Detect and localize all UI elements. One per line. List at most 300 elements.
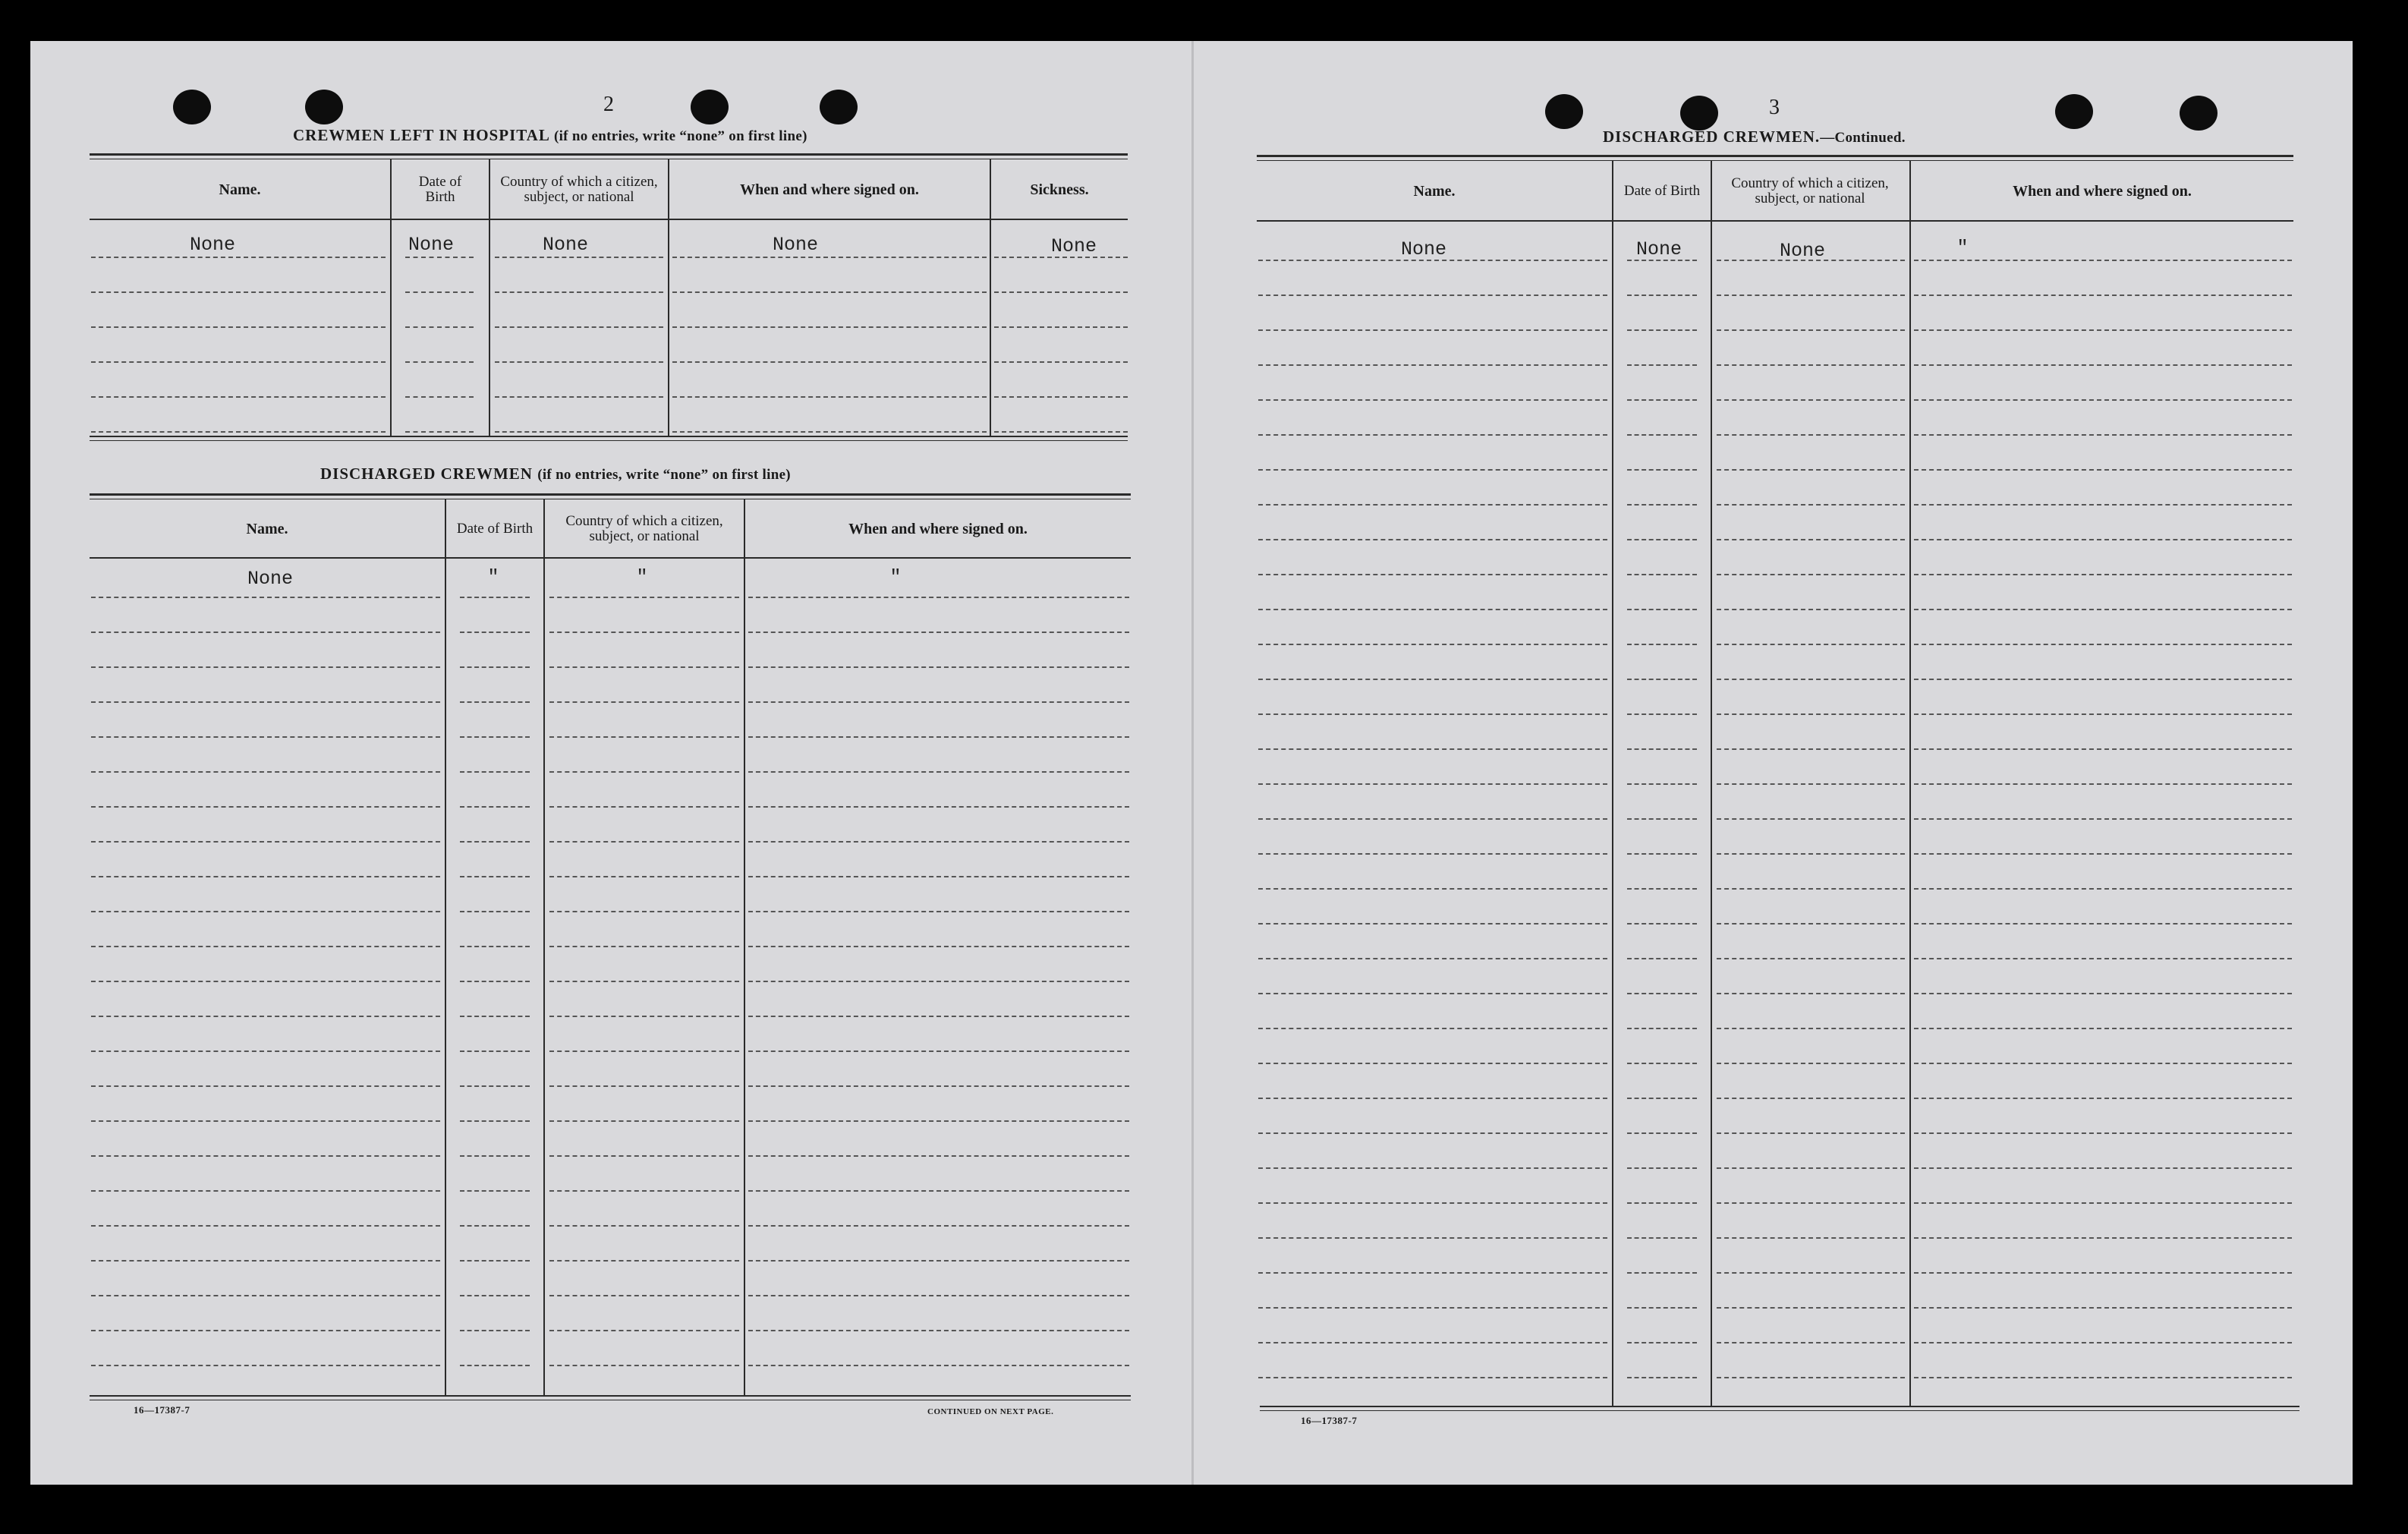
hospital-entry-line xyxy=(495,396,663,398)
hospital-title-main: CREWMEN LEFT IN HOSPITAL xyxy=(293,126,549,144)
discharged-entry-line xyxy=(91,701,440,703)
continued-entry-line xyxy=(1258,1167,1607,1169)
continued-entry-line xyxy=(1914,609,2292,610)
discharged-entry-line xyxy=(91,1016,440,1017)
continued-entry-line xyxy=(1914,1098,2292,1099)
continued-entry-line xyxy=(1914,888,2292,890)
continued-row1-signed-on: " xyxy=(1956,237,1969,259)
continued-entry-line xyxy=(1717,958,1905,959)
discharged-entry-line xyxy=(549,1085,739,1087)
hospital-section-title xyxy=(293,126,807,145)
continued-entry-line xyxy=(1258,539,1607,540)
hospital-col-signed-on: When and where signed on. xyxy=(740,181,919,198)
continued-entry-line xyxy=(1717,1342,1905,1343)
continued-entry-line xyxy=(1258,713,1607,715)
continued-entry-line xyxy=(1717,853,1905,855)
discharged-entry-line xyxy=(91,946,440,947)
continued-entry-line xyxy=(1627,958,1697,959)
page-number-right: 3 xyxy=(1769,96,1780,119)
continued-entry-line xyxy=(1627,888,1697,890)
hospital-entry-line xyxy=(495,361,663,363)
discharged-top-rule xyxy=(90,493,1131,496)
continued-col-name: Name. xyxy=(1413,183,1456,200)
continued-entry-line xyxy=(1258,364,1607,366)
continued-entry-line xyxy=(1627,713,1697,715)
discharged-entry-line xyxy=(460,876,530,877)
continued-entry-line xyxy=(1914,1342,2292,1343)
continued-entry-line xyxy=(1627,1167,1697,1169)
continued-row1-country: None xyxy=(1779,240,1825,262)
hospital-entry-line xyxy=(495,431,663,433)
continued-entry-line xyxy=(1914,539,2292,540)
discharged-entry-line xyxy=(91,1225,440,1227)
discharged-entry-line xyxy=(91,1295,440,1296)
continued-entry-line xyxy=(1717,1377,1905,1378)
continued-entry-line xyxy=(1258,1307,1607,1309)
continued-entry-line xyxy=(1914,1377,2292,1378)
continued-col-signed-on: When and where signed on. xyxy=(2013,183,2192,200)
discharged-entry-line xyxy=(748,1155,1129,1157)
discharged-entry-line xyxy=(549,632,739,633)
discharged-col-divider xyxy=(744,499,745,1395)
discharged-entry-line xyxy=(748,1190,1129,1192)
discharged-entry-line xyxy=(549,1050,739,1052)
discharged-entry-line xyxy=(549,771,739,773)
discharged-entry-line xyxy=(748,1295,1129,1296)
discharged-entry-line xyxy=(460,736,530,738)
discharged-entry-line xyxy=(549,1016,739,1017)
discharged-col-signed-on: When and where signed on. xyxy=(848,521,1028,537)
hospital-entry-line xyxy=(91,326,386,328)
discharged-entry-line xyxy=(748,1330,1129,1331)
discharged-entry-line xyxy=(91,597,440,598)
hospital-row1-dob: None xyxy=(408,234,454,256)
discharged-entry-line xyxy=(460,1260,530,1262)
punch-hole xyxy=(1545,94,1583,129)
continued-entry-line xyxy=(1914,818,2292,820)
discharged-entry-line xyxy=(460,1016,530,1017)
punch-hole xyxy=(305,90,343,124)
discharged-entry-line xyxy=(460,1085,530,1087)
discharged-entry-line xyxy=(549,946,739,947)
discharged-col-divider xyxy=(445,499,446,1395)
continued-entry-line xyxy=(1914,783,2292,785)
discharged-col-country: Country of which a citizen, subject, or national xyxy=(565,513,723,544)
hospital-entry-line xyxy=(405,396,474,398)
discharged-entry-line xyxy=(91,1365,440,1366)
discharged-entry-line xyxy=(748,597,1129,598)
continued-entry-line xyxy=(1717,399,1905,401)
discharged-entry-line xyxy=(549,1330,739,1331)
continued-entry-line xyxy=(1258,1132,1607,1134)
discharged-entry-line xyxy=(460,632,530,633)
continued-section-title xyxy=(1603,128,1906,146)
discharged-entry-line xyxy=(748,666,1129,668)
discharged-entry-line xyxy=(748,1225,1129,1227)
hospital-entry-line xyxy=(405,291,474,293)
continued-entry-line xyxy=(1627,1377,1697,1378)
continued-col-divider xyxy=(1612,161,1613,1406)
discharged-entry-line xyxy=(748,632,1129,633)
continued-entry-line xyxy=(1914,295,2292,296)
discharged-entry-line xyxy=(91,1085,440,1087)
hospital-entry-line xyxy=(495,326,663,328)
continued-entry-line xyxy=(1914,1272,2292,1274)
hospital-title-note: (if no entries, write “none” on first line) xyxy=(553,128,807,144)
continued-col-country: Country of which a citizen, subject, or national xyxy=(1731,175,1889,206)
continued-entry-line xyxy=(1717,434,1905,436)
continued-entry-line xyxy=(1258,644,1607,645)
hospital-col-country: Country of which a citizen, subject, or national xyxy=(500,174,658,205)
continued-entry-line xyxy=(1258,748,1607,750)
hospital-entry-line xyxy=(672,257,987,258)
hospital-col-sickness: Sickness. xyxy=(1030,181,1089,198)
continued-entry-line xyxy=(1627,504,1697,506)
discharged-entry-line xyxy=(748,1016,1129,1017)
continued-entry-line xyxy=(1258,679,1607,680)
continued-entry-line xyxy=(1717,748,1905,750)
continued-entry-line xyxy=(1914,923,2292,924)
continued-entry-line xyxy=(1627,993,1697,994)
discharged-col-divider xyxy=(543,499,545,1395)
hospital-entry-line xyxy=(672,396,987,398)
continued-entry-line xyxy=(1717,888,1905,890)
continued-entry-line xyxy=(1258,574,1607,575)
continued-entry-line xyxy=(1258,1098,1607,1099)
continued-entry-line xyxy=(1914,1063,2292,1064)
discharged-entry-line xyxy=(91,911,440,912)
continued-entry-line xyxy=(1717,644,1905,645)
hospital-entry-line xyxy=(405,361,474,363)
discharged-entry-line xyxy=(91,1330,440,1331)
continued-entry-line xyxy=(1258,1028,1607,1029)
continued-header-rule xyxy=(1257,220,2293,222)
hospital-top-rule xyxy=(90,153,1128,156)
discharged-entry-line xyxy=(748,1365,1129,1366)
continued-entry-line xyxy=(1914,1028,2292,1029)
continued-entry-line xyxy=(1914,853,2292,855)
hospital-row1-country: None xyxy=(542,234,588,256)
hospital-col-divider xyxy=(489,159,490,436)
discharged-entry-line xyxy=(460,666,530,668)
continued-entry-line xyxy=(1914,399,2292,401)
discharged-entry-line xyxy=(460,946,530,947)
discharged-entry-line xyxy=(460,771,530,773)
hospital-col-divider xyxy=(390,159,392,436)
discharged-entry-line xyxy=(748,911,1129,912)
continued-bottom-rule xyxy=(1260,1410,2299,1411)
discharged-entry-line xyxy=(748,1050,1129,1052)
discharged-col-name: Name. xyxy=(246,521,288,537)
continued-bottom-rule xyxy=(1260,1406,2299,1407)
punch-hole xyxy=(1680,96,1718,131)
continued-entry-line xyxy=(1258,818,1607,820)
continued-entry-line xyxy=(1914,644,2292,645)
continued-entry-line xyxy=(1258,958,1607,959)
continued-entry-line xyxy=(1627,853,1697,855)
continued-entry-line xyxy=(1627,1272,1697,1274)
discharged-entry-line xyxy=(748,1085,1129,1087)
discharged-entry-line xyxy=(460,806,530,808)
continued-entry-line xyxy=(1914,260,2292,261)
continued-entry-line xyxy=(1627,609,1697,610)
continued-note: CONTINUED ON NEXT PAGE. xyxy=(927,1407,1054,1416)
discharged-entry-line xyxy=(748,771,1129,773)
continued-col-dob: Date of Birth xyxy=(1623,183,1701,199)
discharged-entry-line xyxy=(91,1050,440,1052)
discharged-row1-country: " xyxy=(636,566,648,588)
continued-title-main: DISCHARGED CREWMEN. xyxy=(1603,128,1821,146)
hospital-entry-line xyxy=(495,257,663,258)
discharged-entry-line xyxy=(549,597,739,598)
hospital-entry-line xyxy=(495,291,663,293)
discharged-entry-line xyxy=(549,1155,739,1157)
discharged-entry-line xyxy=(549,806,739,808)
discharged-entry-line xyxy=(549,666,739,668)
continued-entry-line xyxy=(1914,329,2292,331)
continued-entry-line xyxy=(1717,818,1905,820)
continued-entry-line xyxy=(1258,853,1607,855)
discharged-entry-line xyxy=(748,841,1129,843)
continued-entry-line xyxy=(1258,1377,1607,1378)
continued-entry-line xyxy=(1914,1307,2292,1309)
discharged-entry-line xyxy=(549,911,739,912)
discharged-entry-line xyxy=(91,736,440,738)
continued-entry-line xyxy=(1717,469,1905,471)
continued-entry-line xyxy=(1717,1167,1905,1169)
continued-entry-line xyxy=(1258,609,1607,610)
continued-entry-line xyxy=(1258,1237,1607,1239)
punch-hole xyxy=(2055,94,2093,129)
continued-entry-line xyxy=(1717,539,1905,540)
discharged-entry-line xyxy=(748,701,1129,703)
continued-entry-line xyxy=(1258,993,1607,994)
continued-entry-line xyxy=(1717,1098,1905,1099)
discharged-entry-line xyxy=(549,1225,739,1227)
hospital-entry-line xyxy=(672,326,987,328)
hospital-bottom-rule xyxy=(90,436,1128,437)
punch-hole xyxy=(173,90,211,124)
continued-entry-line xyxy=(1258,783,1607,785)
discharged-entry-line xyxy=(460,1155,530,1157)
discharged-entry-line xyxy=(460,701,530,703)
continued-entry-line xyxy=(1258,1063,1607,1064)
continued-entry-line xyxy=(1717,1202,1905,1204)
continued-entry-line xyxy=(1258,260,1607,261)
continued-entry-line xyxy=(1914,364,2292,366)
continued-entry-line xyxy=(1258,295,1607,296)
hospital-row1-signed-on: None xyxy=(772,234,818,256)
continued-entry-line xyxy=(1914,1202,2292,1204)
page-number-left: 2 xyxy=(603,93,614,116)
discharged-entry-line xyxy=(91,1155,440,1157)
continued-entry-line xyxy=(1717,504,1905,506)
continued-entry-line xyxy=(1627,399,1697,401)
continued-entry-line xyxy=(1627,1202,1697,1204)
continued-entry-line xyxy=(1627,818,1697,820)
hospital-col-dob: Date of Birth xyxy=(418,174,462,205)
discharged-entry-line xyxy=(549,981,739,982)
discharged-entry-line xyxy=(549,736,739,738)
continued-entry-line xyxy=(1914,469,2292,471)
hospital-entry-line xyxy=(91,361,386,363)
discharged-entry-line xyxy=(460,981,530,982)
continued-entry-line xyxy=(1627,364,1697,366)
continued-entry-line xyxy=(1717,1063,1905,1064)
continued-entry-line xyxy=(1717,1132,1905,1134)
continued-entry-line xyxy=(1914,434,2292,436)
continued-entry-line xyxy=(1717,1028,1905,1029)
continued-entry-line xyxy=(1258,923,1607,924)
hospital-entry-line xyxy=(672,431,987,433)
discharged-entry-line xyxy=(91,841,440,843)
hospital-entry-line xyxy=(91,431,386,433)
continued-entry-line xyxy=(1717,609,1905,610)
continued-entry-line xyxy=(1627,783,1697,785)
continued-col-divider xyxy=(1909,161,1911,1406)
discharged-entry-line xyxy=(460,841,530,843)
discharged-entry-line xyxy=(91,1120,440,1122)
discharged-title-main: DISCHARGED CREWMEN xyxy=(320,465,533,483)
continued-entry-line xyxy=(1914,574,2292,575)
continued-entry-line xyxy=(1627,260,1697,261)
continued-entry-line xyxy=(1258,1202,1607,1204)
discharged-row1-signed-on: " xyxy=(889,566,902,588)
continued-entry-line xyxy=(1914,958,2292,959)
hospital-header-rule xyxy=(90,219,1128,220)
continued-entry-line xyxy=(1627,1028,1697,1029)
continued-entry-line xyxy=(1627,469,1697,471)
hospital-entry-line xyxy=(994,396,1128,398)
discharged-entry-line xyxy=(460,1330,530,1331)
hospital-entry-line xyxy=(672,291,987,293)
continued-entry-line xyxy=(1627,923,1697,924)
continued-entry-line xyxy=(1627,329,1697,331)
hospital-entry-line xyxy=(994,431,1128,433)
continued-entry-line xyxy=(1627,434,1697,436)
discharged-entry-line xyxy=(748,1120,1129,1122)
discharged-entry-line xyxy=(549,841,739,843)
hospital-entry-line xyxy=(994,291,1128,293)
discharged-entry-line xyxy=(91,806,440,808)
hospital-entry-line xyxy=(672,361,987,363)
continued-entry-line xyxy=(1717,993,1905,994)
hospital-entry-line xyxy=(994,326,1128,328)
continued-entry-line xyxy=(1717,364,1905,366)
hospital-entry-line xyxy=(405,326,474,328)
discharged-entry-line xyxy=(91,1190,440,1192)
hospital-entry-line xyxy=(994,257,1128,258)
discharged-section-title xyxy=(320,465,791,484)
discharged-col-dob: Date of Birth xyxy=(456,521,534,537)
discharged-entry-line xyxy=(748,946,1129,947)
discharged-row1-name: None xyxy=(247,568,293,590)
continued-entry-line xyxy=(1914,504,2292,506)
continued-entry-line xyxy=(1717,1272,1905,1274)
discharged-title-note: (if no entries, write “none” on first line) xyxy=(537,467,791,483)
continued-entry-line xyxy=(1717,574,1905,575)
discharged-entry-line xyxy=(91,1260,440,1262)
punch-hole xyxy=(2180,96,2218,131)
continued-entry-line xyxy=(1627,1063,1697,1064)
continued-entry-line xyxy=(1717,260,1905,261)
form-number-left: 16—17387-7 xyxy=(134,1404,190,1416)
discharged-entry-line xyxy=(460,597,530,598)
discharged-entry-line xyxy=(748,1260,1129,1262)
continued-entry-line xyxy=(1627,1307,1697,1309)
discharged-entry-line xyxy=(91,632,440,633)
continued-entry-line xyxy=(1914,679,2292,680)
continued-entry-line xyxy=(1717,1237,1905,1239)
discharged-bottom-rule xyxy=(90,1395,1131,1397)
discharged-entry-line xyxy=(460,1190,530,1192)
continued-title-note: —Continued. xyxy=(1820,130,1906,146)
continued-row1-name: None xyxy=(1400,238,1446,260)
hospital-bottom-rule xyxy=(90,440,1128,441)
discharged-entry-line xyxy=(748,876,1129,877)
continued-entry-line xyxy=(1258,1342,1607,1343)
discharged-row1-dob: " xyxy=(487,566,499,588)
discharged-entry-line xyxy=(91,771,440,773)
discharged-entry-line xyxy=(460,1365,530,1366)
hospital-col-name: Name. xyxy=(219,181,261,198)
discharged-entry-line xyxy=(91,666,440,668)
discharged-entry-line xyxy=(549,876,739,877)
continued-entry-line xyxy=(1717,783,1905,785)
discharged-entry-line xyxy=(460,1225,530,1227)
continued-entry-line xyxy=(1717,713,1905,715)
form-number-right: 16—17387-7 xyxy=(1301,1415,1358,1426)
discharged-entry-line xyxy=(549,1190,739,1192)
hospital-entry-line xyxy=(405,431,474,433)
punch-hole xyxy=(820,90,858,124)
discharged-entry-line xyxy=(549,701,739,703)
continued-entry-line xyxy=(1258,399,1607,401)
page-fold xyxy=(1191,41,1194,1485)
continued-entry-line xyxy=(1914,713,2292,715)
continued-entry-line xyxy=(1914,993,2292,994)
discharged-entry-line xyxy=(748,806,1129,808)
continued-entry-line xyxy=(1627,1342,1697,1343)
continued-row1-dob: None xyxy=(1635,238,1682,260)
continued-entry-line xyxy=(1914,748,2292,750)
continued-entry-line xyxy=(1627,644,1697,645)
discharged-header-rule xyxy=(90,557,1131,559)
continued-entry-line xyxy=(1717,923,1905,924)
continued-entry-line xyxy=(1627,679,1697,680)
discharged-entry-line xyxy=(460,911,530,912)
discharged-entry-line xyxy=(549,1295,739,1296)
discharged-entry-line xyxy=(549,1260,739,1262)
continued-entry-line xyxy=(1258,888,1607,890)
continued-entry-line xyxy=(1627,1132,1697,1134)
continued-entry-line xyxy=(1717,1307,1905,1309)
hospital-entry-line xyxy=(91,257,386,258)
hospital-row1-name: None xyxy=(189,234,235,256)
continued-col-divider xyxy=(1711,161,1712,1406)
discharged-entry-line xyxy=(748,736,1129,738)
continued-entry-line xyxy=(1258,504,1607,506)
discharged-entry-line xyxy=(91,981,440,982)
continued-entry-line xyxy=(1258,1272,1607,1274)
discharged-entry-line xyxy=(549,1120,739,1122)
continued-entry-line xyxy=(1627,748,1697,750)
continued-entry-line xyxy=(1258,469,1607,471)
punch-hole xyxy=(691,90,729,124)
hospital-row1-sickness: None xyxy=(1050,235,1097,257)
continued-entry-line xyxy=(1627,1237,1697,1239)
continued-entry-line xyxy=(1717,295,1905,296)
